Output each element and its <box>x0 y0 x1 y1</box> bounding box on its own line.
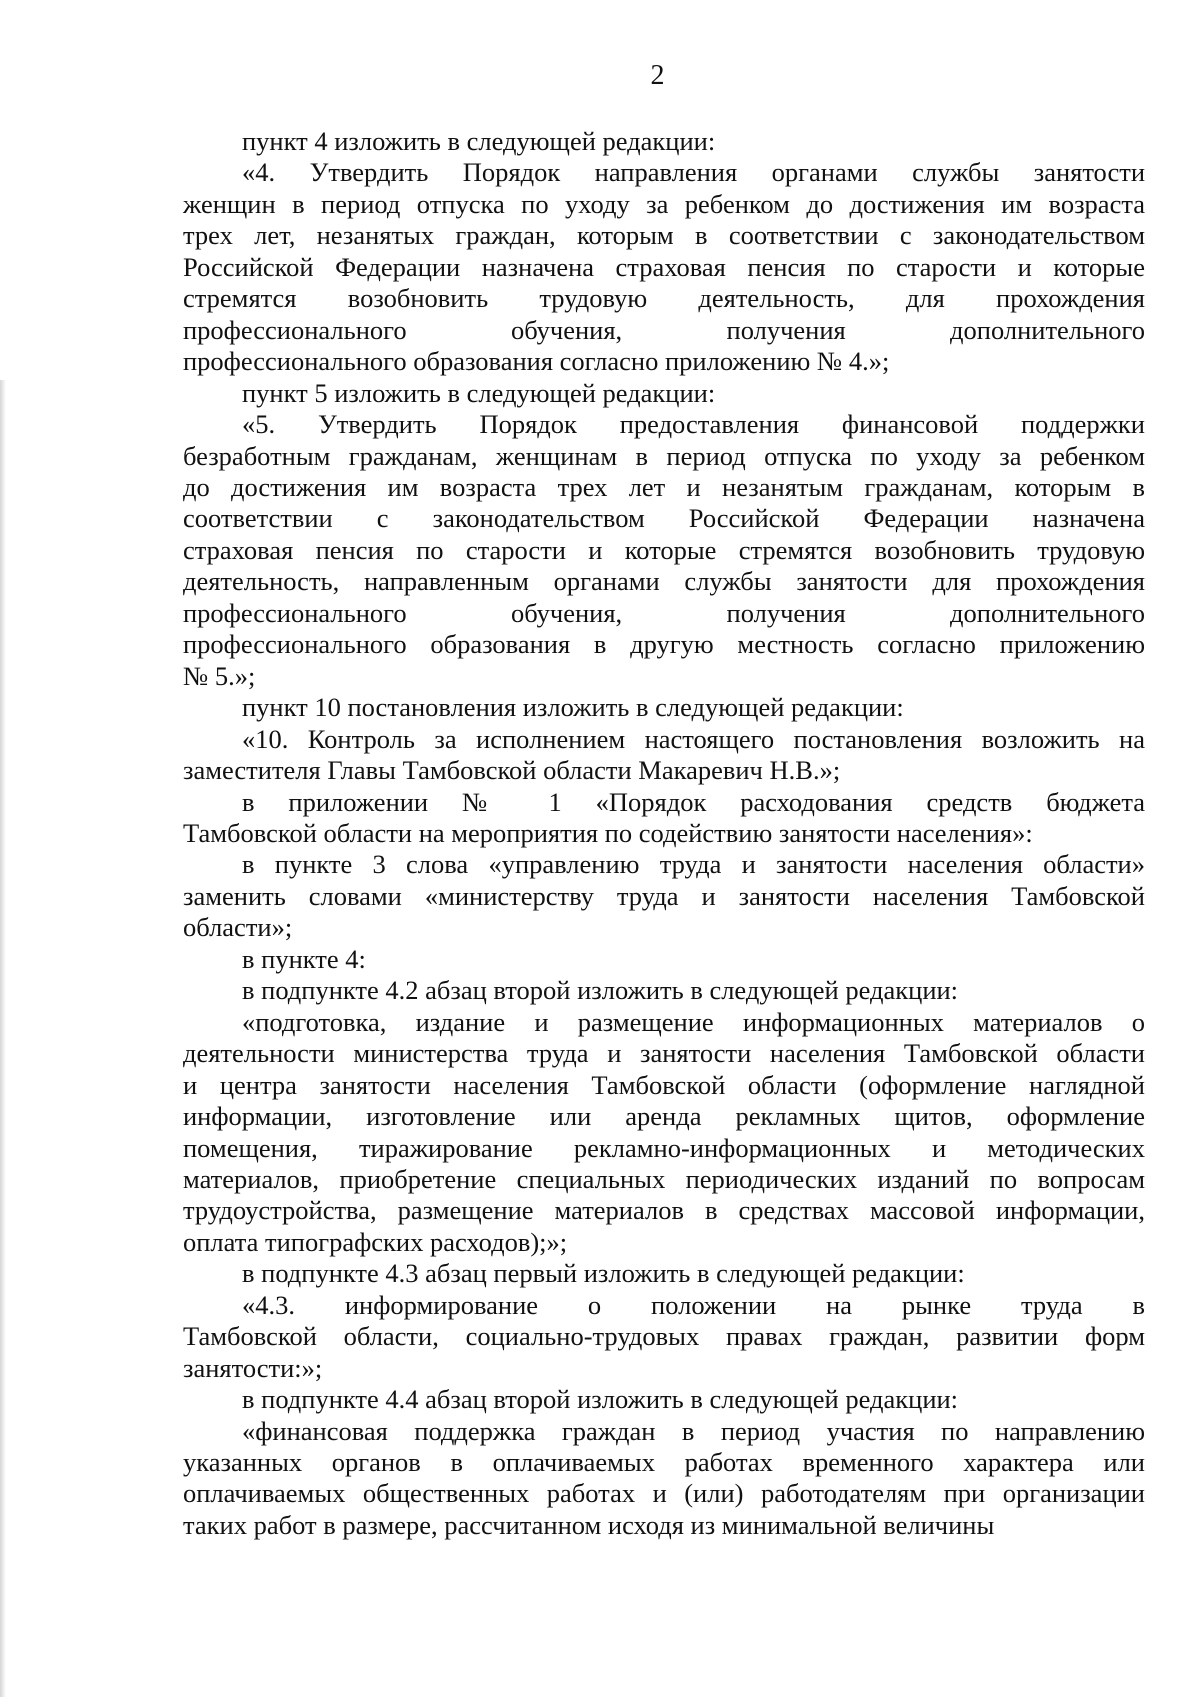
text-line: трех лет, незанятых граждан, которым в соответствии с законодательством <box>183 220 1145 251</box>
paragraph <box>183 378 1145 409</box>
text-line: профессионального образования в другую местность согласно приложению <box>183 629 1145 660</box>
page-number: 2 <box>650 60 665 91</box>
text-line: в пункте 4: <box>242 943 366 974</box>
text-line: «4. Утвердить Порядок направления органами службы занятости <box>242 157 1145 188</box>
paragraph <box>183 787 1145 850</box>
text-line: пункт 4 изложить в следующей редакции: <box>242 126 716 156</box>
text-line: информации, изготовление или аренда рекламных щитов, оформление <box>183 1101 1145 1132</box>
text-line: профессионального обучения, получения дополнительного <box>183 597 1145 628</box>
text-line: пункт 5 изложить в следующей редакции: <box>242 377 716 408</box>
text-line: безработным гражданам, женщинам в период отпуска по уходу за ребенком <box>183 440 1145 471</box>
text-line: «финансовая поддержка граждан в период участия по направлению <box>242 1415 1145 1446</box>
text-line: указанных органов в оплачиваемых работах временного характера или <box>183 1447 1145 1478</box>
paragraph <box>183 724 1145 787</box>
text-line: № 5.»; <box>183 660 256 691</box>
paragraph <box>183 1258 1145 1289</box>
text-line: Тамбовской области, социально-трудовых правах граждан, развитии форм <box>183 1321 1145 1352</box>
text-line: до достижения им возраста трех лет и незанятым гражданам, которым в <box>183 471 1145 502</box>
text-line: заменить словами «министерству труда и занятости населения Тамбовской <box>183 880 1145 911</box>
text-line: страховая пенсия по старости и которые стремятся возобновить трудовую <box>183 534 1145 565</box>
paragraph <box>183 409 1145 692</box>
text-line: материалов, приобретение специальных периодических изданий по вопросам <box>183 1163 1145 1194</box>
document-body <box>183 126 1145 1541</box>
text-line: деятельность, направленным органами службы занятости для прохождения <box>183 566 1145 597</box>
paragraph <box>183 1416 1145 1542</box>
text-line: таких работ в размере, рассчитанном исходя из минимальной величины <box>183 1509 995 1540</box>
paragraph <box>183 692 1145 723</box>
text-line: в подпункте 4.2 абзац второй изложить в следующей редакции: <box>242 975 959 1006</box>
text-line: стремятся возобновить трудовую деятельность, для прохождения <box>183 283 1145 314</box>
text-line: профессионального обучения, получения дополнительного <box>183 314 1145 345</box>
text-line: в подпункте 4.3 абзац первый изложить в следующей редакции: <box>242 1258 965 1289</box>
text-line: «10. Контроль за исполнением настоящего постановления возложить на <box>242 723 1145 754</box>
text-line: профессионального образования согласно приложению № 4.»; <box>183 346 890 377</box>
text-line: занятости:»; <box>183 1352 323 1383</box>
text-line: пункт 10 постановления изложить в следующей редакции: <box>242 692 904 723</box>
paragraph <box>183 126 1145 157</box>
text-line: женщин в период отпуска по уходу за ребенком до достижения им возраста <box>183 188 1145 219</box>
text-line: Тамбовской области на мероприятия по содействию занятости населения»: <box>183 817 1033 848</box>
paragraph <box>183 975 1145 1006</box>
text-line: «4.3. информирование о положении на рынке труда в <box>242 1289 1145 1320</box>
text-line: оплата типографских расходов);»; <box>183 1226 568 1257</box>
paragraph <box>183 849 1145 943</box>
text-line: соответствии с законодательством Российской Федерации назначена <box>183 503 1145 534</box>
paragraph <box>183 1384 1145 1415</box>
text-line: и центра занятости населения Тамбовской области (оформление наглядной <box>183 1069 1145 1100</box>
text-line: заместителя Главы Тамбовской области Макаревич Н.В.»; <box>183 755 841 786</box>
text-line: трудоустройства, размещение материалов в средствах массовой информации, <box>183 1195 1145 1226</box>
text-line: в подпункте 4.4 абзац второй изложить в следующей редакции: <box>242 1384 959 1415</box>
paragraph <box>183 1290 1145 1384</box>
scan-edge-shadow <box>0 380 6 1697</box>
text-line: «подготовка, издание и размещение информационных материалов о <box>242 1006 1145 1037</box>
text-line: в приложении № 1 «Порядок расходования средств бюджета <box>242 786 1145 817</box>
paragraph <box>183 944 1145 975</box>
text-line: «5. Утвердить Порядок предоставления финансовой поддержки <box>242 409 1145 440</box>
paragraph <box>183 157 1145 377</box>
paragraph <box>183 1007 1145 1259</box>
text-line: деятельности министерства труда и занятости населения Тамбовской области <box>183 1038 1145 1069</box>
text-line: области»; <box>183 912 293 943</box>
text-line: оплачиваемых общественных работах и (или) работодателям при организации <box>183 1478 1145 1509</box>
text-line: Российской Федерации назначена страховая пенсия по старости и которые <box>183 251 1145 282</box>
text-line: помещения, тиражирование рекламно-информационных и методических <box>183 1132 1145 1163</box>
text-line: в пункте 3 слова «управлению труда и занятости населения области» <box>242 849 1145 880</box>
